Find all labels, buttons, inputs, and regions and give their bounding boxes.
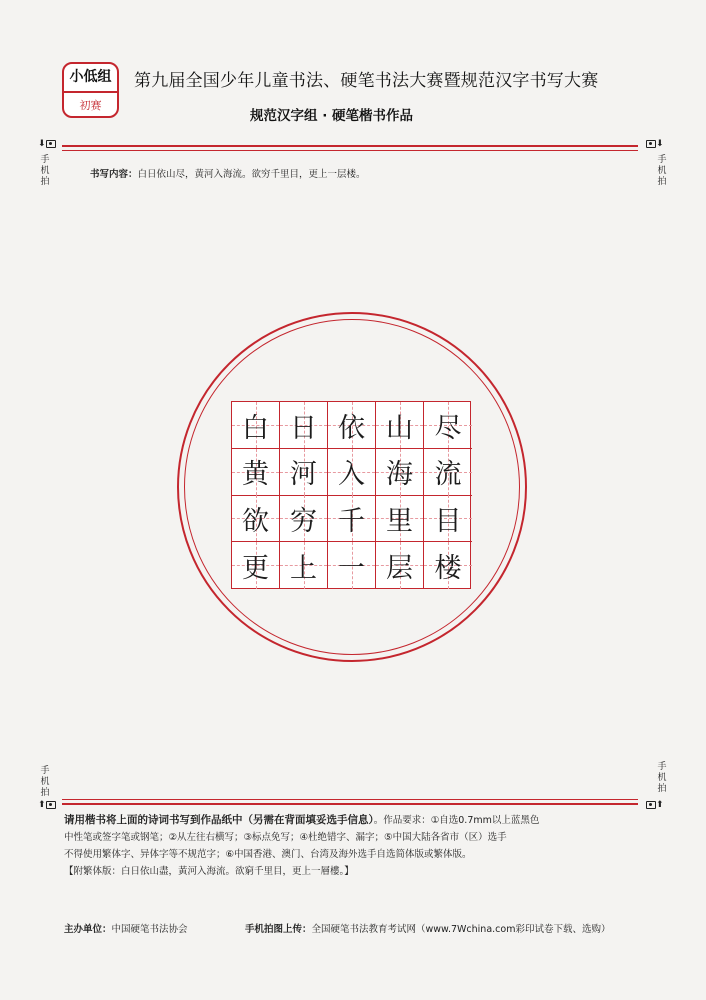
grid-character: 楼 <box>434 552 462 584</box>
grid-character: 黄 <box>242 459 269 490</box>
instructions-line-3: 不得使用繁体字、异体字等不规范字；⑥中国香港、澳门、台湾及海外选手自选简体版或繁体版。 <box>64 849 472 860</box>
instructions-line-1 <box>64 812 644 829</box>
grid-character: 欲 <box>242 505 269 537</box>
down-arrow-icon: ⬇ <box>38 139 46 149</box>
footer-upload-label: 手机拍图上传： <box>245 924 312 935</box>
grid-character: 流 <box>434 459 462 490</box>
grid-character: 上 <box>290 552 317 584</box>
grid-cell <box>424 402 472 449</box>
grid-cell <box>424 495 472 542</box>
writing-grid <box>231 401 471 589</box>
footer-organizer-label: 主办单位： <box>64 924 112 935</box>
grid-character: 千 <box>338 505 365 537</box>
camera-icon <box>46 801 56 809</box>
grid-character: 依 <box>338 412 365 444</box>
instructions-line-1-rest: 。作品要求：①自选0.7mm以上蓝黑色 <box>373 815 540 826</box>
grid-cell <box>424 542 472 589</box>
camera-icon <box>46 140 56 148</box>
grid-cell <box>232 449 280 496</box>
grid-cell <box>328 402 376 449</box>
up-arrow-icon: ⬆ <box>38 800 46 810</box>
badge-group-label: 小低组 <box>64 64 117 93</box>
corner-bottom-right <box>646 800 664 810</box>
grid-cell <box>280 495 328 542</box>
camera-icon <box>646 801 656 809</box>
grid-character: 尽 <box>434 412 462 444</box>
grid-cell <box>232 402 280 449</box>
side-label-bottom-left: 手机拍 <box>40 766 50 798</box>
footer-upload <box>245 921 610 935</box>
corner-top-right <box>646 139 664 149</box>
side-label-top-right: 手机拍 <box>657 155 667 187</box>
grid-character: 山 <box>386 412 413 444</box>
top-rule-thin <box>62 150 638 151</box>
grid-cell <box>280 449 328 496</box>
up-arrow-icon: ⬆ <box>656 800 664 810</box>
grid-character: 里 <box>386 505 413 537</box>
writing-content <box>90 166 366 180</box>
grid-character: 入 <box>338 459 365 490</box>
grid-character: 目 <box>434 505 462 537</box>
side-label-top-left: 手机拍 <box>40 155 50 187</box>
grid-cell <box>328 449 376 496</box>
grid-cell <box>280 402 328 449</box>
grid-character: 白 <box>242 412 269 444</box>
corner-bottom-left <box>38 800 56 810</box>
group-badge <box>62 62 119 118</box>
instructions-line-2: 中性笔或签字笔或钢笔；②从左往右横写；③标点免写；④杜绝错字、漏字；⑤中国大陆各省市（区）选手 <box>64 832 507 843</box>
grid-character: 穷 <box>290 505 317 537</box>
bottom-rule <box>62 803 638 805</box>
badge-round-label: 初赛 <box>79 99 102 112</box>
footer-upload-text: 全国硬笔书法教育考试网（www.7Wchina.com彩印试卷下载、选购） <box>311 924 611 935</box>
grid-cell <box>232 495 280 542</box>
grid-cell <box>328 495 376 542</box>
top-rule <box>62 145 638 147</box>
writing-content-label: 书写内容： <box>90 169 138 180</box>
footer-organizer-name: 中国硬笔书法协会 <box>111 924 188 935</box>
page-title: 第九届全国少年儿童书法、硬笔书法大赛暨规范汉字书写大赛 <box>134 71 599 91</box>
grid-character: 日 <box>290 412 317 444</box>
grid-cell <box>376 449 424 496</box>
instructions <box>64 812 644 880</box>
grid-character: 海 <box>386 459 413 490</box>
grid-cell <box>376 542 424 589</box>
page-subtitle: 规范汉字组 · 硬笔楷书作品 <box>250 108 414 124</box>
writing-content-text: 白日依山尽，黄河入海流。欲穷千里目，更上一层楼。 <box>137 169 366 180</box>
camera-icon <box>646 140 656 148</box>
grid-cell <box>280 542 328 589</box>
grid-cell <box>376 402 424 449</box>
grid-cell <box>328 542 376 589</box>
grid-cell <box>232 542 280 589</box>
grid-cell <box>376 495 424 542</box>
instructions-lead: 请用楷书将上面的诗词书写到作品纸中（另需在背面填妥选手信息） <box>64 814 374 826</box>
side-label-bottom-right: 手机拍 <box>657 762 667 794</box>
corner-top-left <box>38 139 56 149</box>
grid-character: 更 <box>242 552 269 584</box>
grid-cell <box>424 449 472 496</box>
grid-character: 层 <box>386 552 413 584</box>
bottom-rule-thin <box>62 799 638 800</box>
down-arrow-icon: ⬇ <box>656 139 664 149</box>
grid-character: 河 <box>290 459 317 490</box>
footer-organizer <box>64 921 188 935</box>
grid-character: 一 <box>338 552 365 584</box>
instructions-line-4: 【附繁体版：白日依山盡，黃河入海流。欲窮千里目，更上一層樓。】 <box>64 866 354 877</box>
